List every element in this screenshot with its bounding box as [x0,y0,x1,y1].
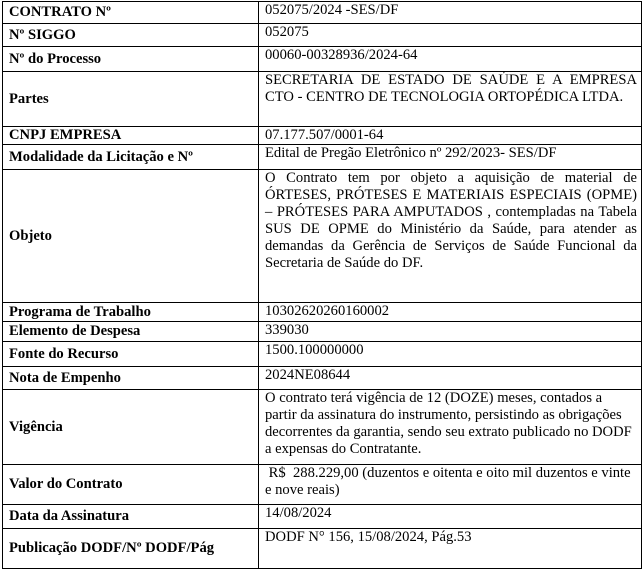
table-row [3,390,642,465]
table-row [3,505,642,529]
row-value-processo: 00060-00328936/2024-64 [259,47,642,72]
row-label-elemento: Elemento de Despesa [3,322,259,342]
table-row [3,47,642,72]
table-row [3,127,642,145]
contract-summary-table [2,1,642,569]
row-label-contrato: CONTRATO Nº [3,2,259,24]
row-value-siggo: 052075 [259,24,642,47]
row-label-vigencia: Vigência [3,390,259,465]
table-row [3,303,642,322]
row-value-modalidade: Edital de Pregão Eletrônico nº 292/2023- SES/DF [259,145,642,170]
row-label-publicacao: Publicação DODF/Nº DODF/Pág [3,529,259,569]
row-label-processo: Nº do Processo [3,47,259,72]
row-value-vigencia: O contrato terá vigência de 12 (DOZE) meses, contados a partir da assinatura do instrumento, persistindo as obrigações decorrentes da garantia, sendo seu extrato publicado no DODF a expensas do Contratante. [259,390,642,465]
row-value-cnpj: 07.177.507/0001-64 [259,127,642,145]
table-row [3,145,642,170]
row-value-empenho: 2024NE08644 [259,367,642,390]
row-label-empenho: Nota de Empenho [3,367,259,390]
table-row [3,322,642,342]
table-row [3,342,642,367]
row-label-assinatura: Data da Assinatura [3,505,259,529]
row-value-elemento: 339030 [259,322,642,342]
row-value-objeto: O Contrato tem por objeto a aquisição de material de ÓRTESES, PRÓTESES E MATERIAIS ESPECIAIS (OPME) – PRÓTESES PARA AMPUTADOS , contempladas na Tabela SUS DE OPME do Ministério da Saúde, para atender as demandas da Gerência de Serviços de Saúde Funcional da Secretaria de Saúde do DF. [259,170,642,303]
row-value-programa: 10302620260160002 [259,303,642,322]
table-row [3,367,642,390]
row-label-programa: Programa de Trabalho [3,303,259,322]
row-value-assinatura: 14/08/2024 [259,505,642,529]
table-row [3,2,642,24]
table-row [3,24,642,47]
row-value-fonte: 1500.100000000 [259,342,642,367]
row-label-objeto: Objeto [3,170,259,303]
row-label-fonte: Fonte do Recurso [3,342,259,367]
row-label-partes: Partes [3,72,259,127]
row-value-partes: SECRETARIA DE ESTADO DE SAÚDE E A EMPRESA CTO - CENTRO DE TECNOLOGIA ORTOPÉDICA LTDA. [259,72,642,127]
table-row [3,170,642,303]
row-value-contrato: 052075/2024 -SES/DF [259,2,642,24]
row-label-modalidade: Modalidade da Licitação e Nº [3,145,259,170]
table-row [3,465,642,505]
row-label-cnpj: CNPJ EMPRESA [3,127,259,145]
row-label-siggo: Nº SIGGO [3,24,259,47]
row-value-valor: R$ 288.229,00 (duzentos e oitenta e oito mil duzentos e vinte e nove reais) [259,465,642,505]
table-row [3,72,642,127]
row-label-valor: Valor do Contrato [3,465,259,505]
row-value-publicacao: DODF N° 156, 15/08/2024, Pág.53 [259,529,642,569]
table-row [3,529,642,569]
